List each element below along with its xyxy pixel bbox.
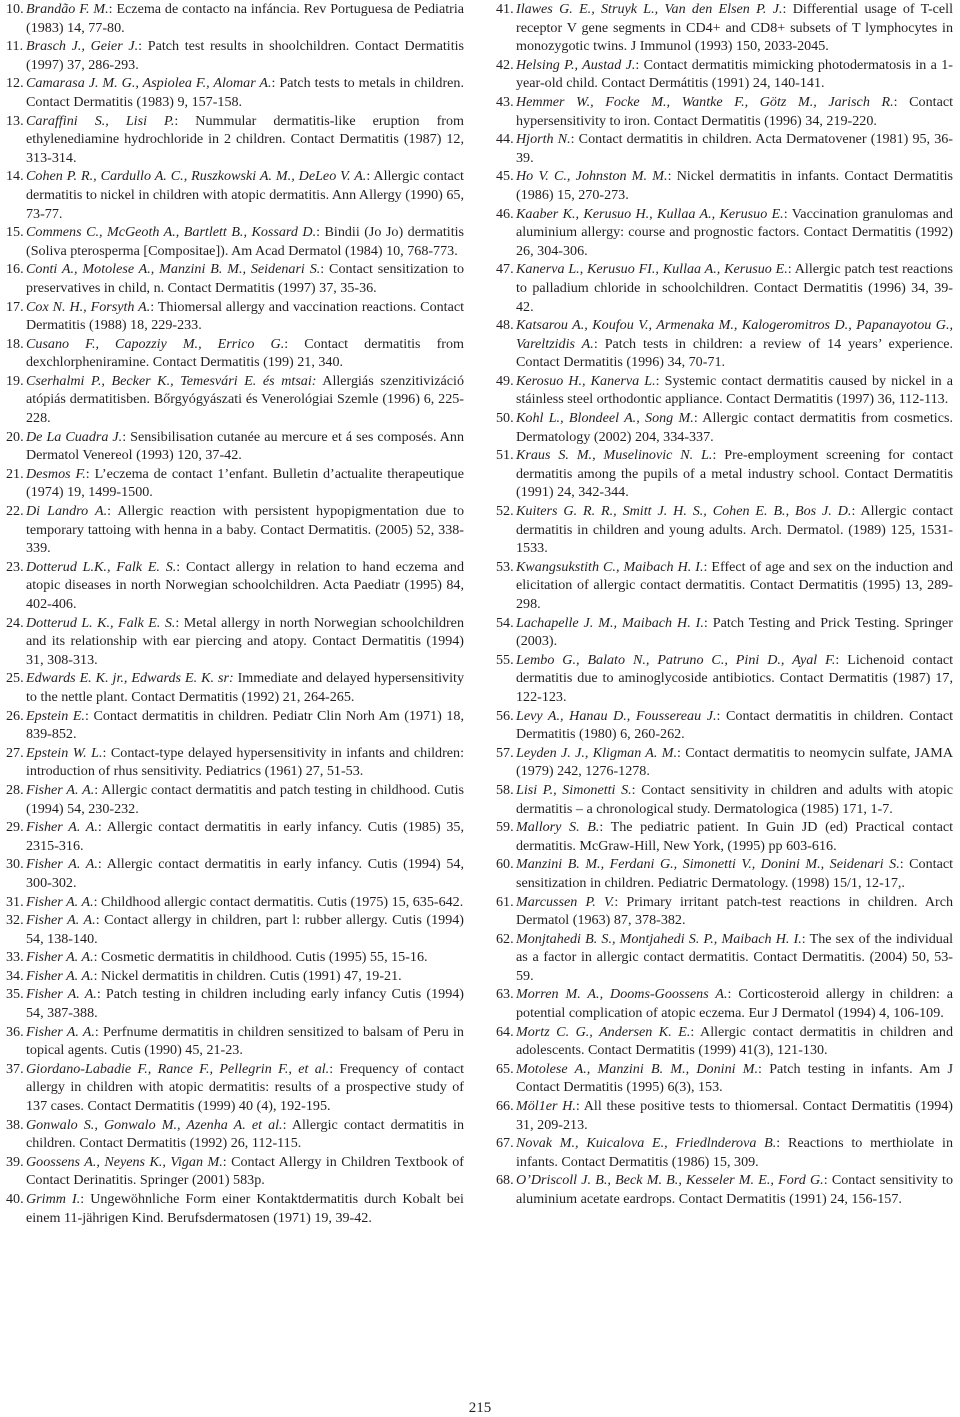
reference-citation: : Contact sensitization in children. Pediatric Dermatology. (1998) 15/1, 12-17,. xyxy=(516,856,953,891)
reference-citation: : Ungewöhnliche Form einer Kontaktdermatitis durch Kobalt bei einem 11-jährigen Kind. Berufsdermatosen (1971) 19, 39-42. xyxy=(26,1191,464,1226)
reference-authors: Kaaber K., Kerusuo H., Kullaa A., Kerusuo E. xyxy=(516,205,784,222)
reference-entry xyxy=(496,1171,953,1208)
reference-entry xyxy=(6,372,464,428)
reference-entry xyxy=(6,335,464,372)
reference-number: 13. xyxy=(6,112,24,129)
reference-number: 59. xyxy=(496,819,514,836)
reference-entry xyxy=(6,744,464,781)
reference-citation: : Perfnume dermatitis in children sensitized to balsam of Peru in topical agents. Cutis (1990) 45, 21-23. xyxy=(26,1023,464,1059)
reference-citation: : Frequency of contact allergy in children with atopic dermatitis: results of a prospective study of 137 cases. Contact Dermatitis (1999) 40 (4), 192-195. xyxy=(26,1060,464,1115)
reference-citation: : Allergic contact dermatitis in children and adolescents. Contact Dermatitis (1999) 41(3), 121-130. xyxy=(516,1023,953,1059)
reference-entry xyxy=(496,372,953,409)
reference-number: 17. xyxy=(6,298,24,315)
reference-citation: : The sex of the individual as a factor in allergic contact dermatitis. Contact Dermatitis. (2004) 50, 53-59. xyxy=(516,930,954,984)
reference-number: 51. xyxy=(496,447,514,464)
reference-citation: : Contact dermatitis in children. Contact Dermatitis (1980) 6, 260-262. xyxy=(516,707,953,743)
reference-number: 35. xyxy=(6,986,24,1003)
reference-authors: Lachapelle J. M., Maibach H. I. xyxy=(516,614,704,631)
reference-number: 47. xyxy=(496,261,514,278)
reference-citation: : Contact dermatitis in children. Pediatr Clin Norh Am (1971) 18, 839-852. xyxy=(26,707,464,743)
reference-number: 63. xyxy=(496,986,514,1003)
reference-entry xyxy=(6,1023,464,1060)
reference-citation: : Contact dermatitis mimicking photodermatosis in a 1-year-old child. Contact Dermátitis (1991) 24, 140-141. xyxy=(516,56,953,92)
reference-number: 31. xyxy=(6,893,24,910)
reference-citation: : Childhood allergic contact dermatitis. Cutis (1975) 15, 635-642. xyxy=(93,893,464,910)
reference-citation: Immediate and delayed hypersensitivity to the nettle plant. Contact Dermatitis (1992) 21, 264-265. xyxy=(26,670,464,705)
reference-citation: : Allergic contact dermatitis in children and young adults. Arch. Dermatol. (1989) 125, 1531-1533. xyxy=(516,503,953,557)
reference-authors: Epstein W. L. xyxy=(26,744,103,761)
reference-entry xyxy=(496,1023,953,1060)
reference-citation: : Allergic contact dermatitis in early infancy. Cutis (1994) 54, 300-302. xyxy=(26,856,464,891)
reference-authors: Fisher A. A. xyxy=(26,781,95,798)
reference-number: 56. xyxy=(496,707,514,724)
page-number: 215 xyxy=(468,1400,492,1416)
reference-number: 43. xyxy=(496,93,514,110)
reference-entry xyxy=(496,614,953,651)
reference-authors: Mallory S. B. xyxy=(516,819,600,836)
reference-number: 25. xyxy=(6,670,24,687)
reference-entry xyxy=(6,985,464,1022)
reference-entry xyxy=(496,1060,953,1097)
reference-number: 52. xyxy=(496,503,514,520)
reference-authors: Kuiters G. R. R., Smitt J. H. S., Cohen E. B., Bos J. D. xyxy=(516,503,852,520)
reference-citation: : Cosmetic dermatitis in childhood. Cutis (1995) 55, 15-16. xyxy=(93,949,428,966)
reference-entry xyxy=(496,855,953,892)
reference-authors: O’Driscoll J. B., Beck M. B., Kesseler M. E., Ford G. xyxy=(516,1172,824,1189)
reference-number: 54. xyxy=(496,614,514,631)
reference-authors: Kohl L., Blondeel A., Song M. xyxy=(516,410,694,427)
reference-citation: : Allergic contact dermatitis to nickel in children with atopic dermatitis. Ann Allergy (1990) 65, 73-77. xyxy=(26,168,464,222)
reference-number: 48. xyxy=(496,317,514,334)
reference-citation: : Contact dermatitis in children. Acta Dermatovener (1981) 95, 36-39. xyxy=(516,131,953,166)
reference-authors: Hemmer W., Focke M., Wantke F., Götz M., Jarisch R. xyxy=(516,93,894,110)
reference-authors: Motolese A., Manzini B. M., Donini M. xyxy=(516,1060,759,1077)
reference-entry xyxy=(496,446,953,502)
reference-citation: : Lichenoid contact dermatitis due to aminoglycoside antibiotics. Contact Dermatitis (1987) 17, 122-123. xyxy=(516,651,954,705)
reference-number: 53. xyxy=(496,558,514,575)
reference-authors: Edwards E. K. jr., Edwards E. K. sr: xyxy=(26,670,234,687)
reference-entry xyxy=(6,1060,464,1116)
reference-entry xyxy=(6,614,464,670)
reference-number: 10. xyxy=(6,1,24,17)
reference-citation: : Contact hypersensitivity to iron. Contact Dermatitis (1996) 34, 219-220. xyxy=(516,93,953,129)
reference-authors: Morren M. A., Dooms-Goossens A. xyxy=(516,986,728,1003)
reference-number: 27. xyxy=(6,744,24,761)
reference-authors: Fisher A. A. xyxy=(26,986,97,1003)
reference-number: 29. xyxy=(6,819,24,836)
reference-authors: Goossens A., Neyens K., Vigan M. xyxy=(26,1153,223,1170)
reference-authors: Fisher A. A. xyxy=(26,912,96,929)
reference-number: 40. xyxy=(6,1191,24,1207)
reference-citation: : Allergic contact dermatitis and patch testing in childhood. Cutis (1994) 54, 230-232. xyxy=(26,781,464,817)
reference-entry xyxy=(496,744,953,781)
reference-entry xyxy=(6,781,464,818)
reference-authors: Commens C., McGeoth A., Bartlett B., Kossard D. xyxy=(26,224,317,241)
reference-entry xyxy=(6,1153,464,1190)
reference-authors: Mortz C. G., Andersen K. E. xyxy=(516,1023,691,1040)
reference-authors: Caraffini S., Lisi P. xyxy=(26,112,175,129)
reference-number: 57. xyxy=(496,744,514,761)
reference-number: 11. xyxy=(6,38,24,55)
reference-authors: Epstein E. xyxy=(26,707,85,724)
reference-number: 44. xyxy=(496,131,514,148)
reference-number: 32. xyxy=(6,912,24,929)
reference-number: 19. xyxy=(6,372,24,389)
reference-authors: Kanerva L., Kerusuo FI., Kullaa A., Kerusuo E. xyxy=(516,261,788,278)
reference-number: 36. xyxy=(6,1023,24,1040)
reference-entry xyxy=(6,112,464,168)
reference-entry xyxy=(496,651,953,707)
reference-entry xyxy=(496,1097,953,1134)
reference-citation: : L’eczema de contact 1’enfant. Bulletin d’actualite therapeutique (1974) 19, 1499-1500. xyxy=(26,465,464,501)
reference-authors: Novak M., Kuicalova E., Friedlnderova B. xyxy=(516,1135,777,1152)
reference-entry xyxy=(496,1134,953,1171)
reference-authors: Monjtahedi B. S., Montjahedi S. P., Maibach H. I. xyxy=(516,930,802,947)
reference-entry xyxy=(496,130,953,167)
reference-citation: : Pre-employment screening for contact dermatitis among the pupils of a metal industry school. Contact Dermatitis (1991) 24, 342-344. xyxy=(516,447,953,501)
reference-entry xyxy=(6,1116,464,1153)
reference-citation: : Patch tests to metals in children. Contact Dermatitis (1983) 9, 157-158. xyxy=(26,75,464,110)
reference-authors: Kerosuo H., Kanerva L. xyxy=(516,372,656,389)
reference-citation: : Corticosteroid allergy in children: a potential complication of atopic eczema. Eur J Dermatol (1994) 4, 106-109. xyxy=(516,986,953,1022)
reference-authors: Di Landro A. xyxy=(26,503,108,520)
reference-authors: Fisher A. A. xyxy=(26,1023,95,1040)
reference-entry xyxy=(496,316,953,372)
reference-authors: Cserhalmi P., Becker K., Temesvári E. és mtsai: xyxy=(26,372,317,389)
reference-citation: : Systemic contact dermatitis caused by nickel in a stáinless steel orthodontic appliance. Contact Dermatitis (1997) 36, 112-113. xyxy=(516,372,953,408)
reference-citation: : Allergic contact dermatitis in children. Contact Dermatitis (1992) 26, 112-115. xyxy=(26,1116,464,1152)
reference-entry xyxy=(6,967,464,986)
reference-entry xyxy=(6,428,464,465)
reference-entry xyxy=(6,893,464,912)
reference-entry xyxy=(6,37,464,74)
reference-number: 42. xyxy=(496,56,514,73)
reference-citation: : Vaccination granulomas and aluminium allergy: course and prognostic factors. Contact Dermatitis (1992) 26, 304-306. xyxy=(516,205,953,259)
reference-authors: Brandão F. M. xyxy=(26,1,109,17)
reference-entry xyxy=(6,558,464,614)
reference-citation: : Nickel dermatitis in children. Cutis (1991) 47, 19-21. xyxy=(93,967,402,984)
reference-number: 41. xyxy=(496,1,514,17)
reference-number: 23. xyxy=(6,558,24,575)
reference-number: 62. xyxy=(496,930,514,947)
reference-entry xyxy=(496,93,953,130)
reference-entry xyxy=(496,0,953,56)
reference-authors: Möl1er H. xyxy=(516,1098,576,1115)
reference-number: 38. xyxy=(6,1116,24,1133)
reference-authors: Lembo G., Balato N., Patruno C., Pini D., Ayal F. xyxy=(516,651,836,668)
reference-number: 18. xyxy=(6,335,24,352)
reference-citation: : Contact Allergy in Children Textbook of Contact Derinatitis. Springer (2001) 583p. xyxy=(26,1153,464,1189)
reference-number: 64. xyxy=(496,1023,514,1040)
reference-column-left xyxy=(6,0,464,1227)
reference-entry xyxy=(496,56,953,93)
reference-authors: Levy A., Hanau D., Foussereau J. xyxy=(516,707,717,724)
reference-citation: : Allergic patch test reactions to palladium chloride in schoolchildren. Contact Dermatitis (1996) 34, 39-42. xyxy=(516,261,954,315)
reference-authors: Katsarou A., Koufou V., Armenaka M., Kalogeromitros D., Papanayotou G., Vareltzidis A. xyxy=(516,317,953,352)
reference-number: 21. xyxy=(6,465,24,482)
reference-authors: Marcussen P. V. xyxy=(516,893,615,910)
reference-authors: Grimm I. xyxy=(26,1191,81,1207)
reference-authors: Fisher A. A. xyxy=(26,967,94,984)
reference-authors: Fisher A. A. xyxy=(26,819,98,836)
reference-authors: Manzini B. M., Ferdani G., Simonetti V., Donini M., Seidenari S. xyxy=(516,856,900,873)
reference-citation: : Contact-type delayed hypersensitivity in infants and children: introduction of rhus sensitivity. Pediatrics (1961) 27, 51-53. xyxy=(26,744,464,780)
reference-citation: : Bindii (Jo Jo) dermatitis (Soliva pterosperma [Compositae]). Am Acad Dermatol (1984) 10, 768-773. xyxy=(26,224,465,259)
reference-citation: : Reactions to merthiolate in infants. Contact Dermatitis (1986) 15, 309. xyxy=(516,1135,954,1170)
reference-citation: : Nummular dermatitis-like eruption from ethylenediamine hydrochloride in 2 children. Contact Dermatitis (1987) 12, 313-314. xyxy=(26,112,464,166)
reference-entry xyxy=(496,409,953,446)
reference-number: 39. xyxy=(6,1153,24,1170)
reference-entry xyxy=(496,707,953,744)
reference-number: 68. xyxy=(496,1172,514,1189)
reference-entry xyxy=(6,74,464,111)
reference-citation: : Thiomersal allergy and vaccination reactions. Contact Dermatitis (1988) 18, 229-233. xyxy=(26,298,465,334)
reference-column-right xyxy=(496,0,953,1209)
reference-entry xyxy=(6,502,464,558)
reference-entry xyxy=(496,558,953,614)
reference-citation: : Eczema de contacto na infáncia. Rev Portuguesa de Pediatria (1983) 14, 77-80. xyxy=(26,1,464,36)
reference-number: 58. xyxy=(496,781,514,798)
reference-entry xyxy=(6,948,464,967)
reference-authors: Ho V. C., Johnston M. M. xyxy=(516,168,668,185)
reference-citation: : Nickel dermatitis in infants. Contact Dermatitis (1986) 15, 270-273. xyxy=(516,168,953,203)
reference-entry xyxy=(6,223,464,260)
reference-authors: Cusano F., Capozziy M., Errico G. xyxy=(26,335,285,352)
reference-citation: : Contact dermatitis from dexchlorpheniramine. Contact Dermatitis (199) 21, 340. xyxy=(26,335,464,371)
reference-number: 45. xyxy=(496,168,514,185)
reference-number: 55. xyxy=(496,651,514,668)
reference-authors: Fisher A. A. xyxy=(26,893,94,910)
reference-authors: Kraus S. M., Muselinovic N. L. xyxy=(516,447,713,464)
reference-citation: : Contact dermatitis to neomycin sulfate, JAMA (1979) 242, 1276-1278. xyxy=(516,744,954,780)
reference-citation: : Contact sensitization to preservatives in child, n. Contact Dermatitis (1997) 37, 35-36. xyxy=(26,261,464,296)
reference-citation: : The pediatric patient. In Guin JD (ed) Practical contact dermatitis. McGraw-Hill, New York, (1995) pp 603-616. xyxy=(516,819,953,854)
reference-entry xyxy=(6,465,464,502)
reference-entry xyxy=(6,0,464,37)
reference-citation: : Allergic reaction with persistent hypopigmentation due to temporary tattoing with henna in a baby. Contact Dermatitis. (2005) 52, 338-339. xyxy=(26,503,464,557)
reference-citation: : Patch testing in children including early infancy Cutis (1994) 54, 387-388. xyxy=(26,986,464,1022)
reference-citation: : Patch testing in infants. Am J Contact Dermatitis (1995) 6(3), 153. xyxy=(516,1060,953,1096)
reference-number: 61. xyxy=(496,893,514,910)
reference-number: 14. xyxy=(6,168,24,185)
reference-citation: : Contact sensitivity in children and adults with atopic dermatitis – a chronological study. Dermatologica (1985) 171, 1-7. xyxy=(516,781,953,817)
reference-citation: : Effect of age and sex on the induction and elicitation of allergic contact dermatitis. Contact Dermatitis (1995) 13, 289-298. xyxy=(516,558,953,612)
reference-number: 26. xyxy=(6,707,24,724)
reference-citation: : Patch tests in children: a review of 14 years’ experience. Contact Dermatitis (1996) 34, 70-71. xyxy=(516,335,954,371)
reference-entry xyxy=(6,911,464,948)
reference-authors: Dotterud L. K., Falk E. S. xyxy=(26,614,176,631)
reference-entry xyxy=(496,818,953,855)
reference-citation: : Metal allergy in north Norwegian schoolchildren and its relationship with ear piercing and atopy. Contact Dermatitis (1994) 31, 308-313. xyxy=(26,614,464,668)
reference-number: 49. xyxy=(496,372,514,389)
reference-number: 33. xyxy=(6,949,24,966)
reference-entry xyxy=(496,502,953,558)
reference-authors: Conti A., Motolese A., Manzini B. M., Seidenari S. xyxy=(26,261,321,278)
reference-citation: Allergiás szenzitivizáció atópiás dermatitisben. Bőrgyógyászati és Venerológiai Szemle (1996) 6, 225-228. xyxy=(26,372,464,427)
reference-entry xyxy=(6,707,464,744)
reference-authors: Ilawes G. E., Struyk L., Van den Elsen P. J. xyxy=(516,1,783,17)
reference-number: 30. xyxy=(6,856,24,873)
reference-number: 46. xyxy=(496,205,514,222)
reference-citation: : Differential usage of T-cell receptor V gene segments in CD4+ and CD8+ subsets of T lymphocytes in monozygotic twins. J Immunol (1993) 150, 2033-2045. xyxy=(516,1,953,55)
reference-authors: Kwangsukstith C., Maibach H. I. xyxy=(516,558,704,575)
reference-entry xyxy=(6,818,464,855)
reference-entry xyxy=(496,781,953,818)
reference-citation: : Allergic contact dermatitis from cosmetics. Dermatology (2002) 204, 334-337. xyxy=(516,410,953,445)
reference-number: 37. xyxy=(6,1060,24,1077)
reference-entry xyxy=(496,260,953,316)
reference-authors: Cohen P. R., Cardullo A. C., Ruszkowski A. M., DeLeo V. A. xyxy=(26,168,367,185)
reference-authors: Fisher A. A. xyxy=(26,856,98,873)
reference-authors: Brasch J., Geier J. xyxy=(26,38,139,55)
reference-entry xyxy=(496,205,953,261)
reference-entry xyxy=(496,893,953,930)
reference-entry xyxy=(496,930,953,986)
reference-entry xyxy=(6,855,464,892)
reference-citation: : Contact sensitivity to aluminium acetate eardrops. Contact Dermatitis (1991) 24, 156-157. xyxy=(516,1172,954,1207)
reference-authors: Cox N. H., Forsyth A. xyxy=(26,298,151,315)
reference-number: 15. xyxy=(6,224,24,241)
reference-number: 16. xyxy=(6,261,24,278)
reference-number: 34. xyxy=(6,967,24,984)
reference-authors: Gonwalo S., Gonwalo M., Azenha A. et al. xyxy=(26,1116,283,1133)
reference-citation: : Sensibilisation cutanée au mercure et á ses composés. Ann Dermatol Venereol (1993) 120, 37-42. xyxy=(26,428,464,464)
reference-authors: Fisher A. A. xyxy=(26,949,94,966)
reference-authors: Helsing P., Austad J. xyxy=(516,56,636,73)
reference-authors: Lisi P., Simonetti S. xyxy=(516,781,632,798)
reference-citation: : All these positive tests to thiomersal. Contact Dermatitis (1994) 31, 209-213. xyxy=(516,1098,953,1133)
reference-authors: Giordano-Labadie F., Rance F., Pellegrin F., et al. xyxy=(26,1060,330,1077)
reference-authors: Camarasa J. M. G., Aspiolea F., Alomar A. xyxy=(26,75,272,92)
reference-entry xyxy=(6,669,464,706)
reference-entry xyxy=(6,298,464,335)
reference-number: 12. xyxy=(6,75,24,92)
reference-citation: : Primary irritant patch-test reactions in children. Arch Dermatol (1963) 87, 378-382. xyxy=(516,893,953,929)
reference-citation: : Patch Testing and Prick Testing. Springer (2003). xyxy=(516,614,953,650)
reference-number: 60. xyxy=(496,856,514,873)
reference-authors: Desmos F. xyxy=(26,465,86,482)
reference-authors: Hjorth N. xyxy=(516,131,571,148)
reference-citation: : Patch test results in shoolchildren. Contact Dermatitis (1997) 37, 286-293. xyxy=(26,38,465,73)
reference-entry xyxy=(496,167,953,204)
reference-entry xyxy=(496,985,953,1022)
reference-entry xyxy=(6,260,464,297)
reference-citation: : Allergic contact dermatitis in early infancy. Cutis (1985) 35, 2315-316. xyxy=(26,819,464,854)
reference-authors: De La Cuadra J. xyxy=(26,428,123,445)
reference-authors: Leyden J. J., Kligman A. M. xyxy=(516,744,678,761)
reference-number: 24. xyxy=(6,614,24,631)
reference-number: 65. xyxy=(496,1060,514,1077)
reference-number: 67. xyxy=(496,1135,514,1152)
reference-number: 66. xyxy=(496,1098,514,1115)
reference-number: 20. xyxy=(6,428,24,445)
reference-number: 50. xyxy=(496,410,514,427)
reference-citation: : Contact allergy in relation to hand eczema and atopic diseases in north Norwegian schoolchildren. Acta Paediatr (1995) 84, 402-406. xyxy=(26,558,464,612)
reference-citation: : Contact allergy in children, part l: rubber allergy. Cutis (1994) 54, 138-140. xyxy=(26,912,464,947)
reference-entry xyxy=(6,167,464,223)
reference-number: 28. xyxy=(6,781,24,798)
reference-authors: Dotterud L.K., Falk E. S. xyxy=(26,558,177,575)
reference-entry xyxy=(6,1190,464,1227)
reference-number: 22. xyxy=(6,503,24,520)
